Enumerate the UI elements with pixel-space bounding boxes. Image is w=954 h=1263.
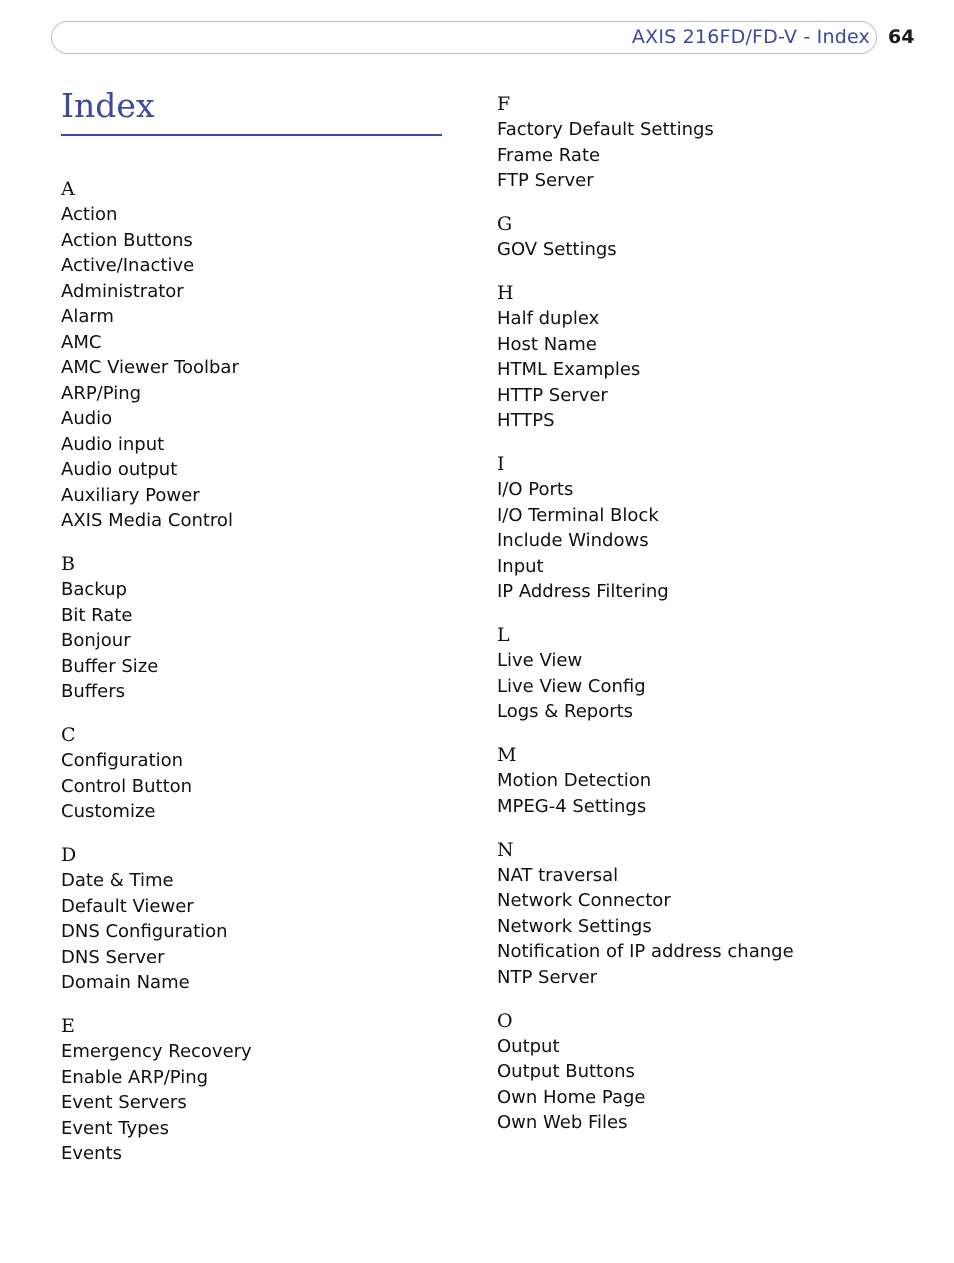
index-entry[interactable]: Input bbox=[497, 555, 544, 577]
index-entry[interactable]: FTP Server bbox=[497, 170, 594, 191]
index-section-e bbox=[61, 1014, 481, 1167]
index-column-right bbox=[497, 92, 917, 1154]
index-entry-list bbox=[61, 748, 481, 825]
index-entry[interactable]: Output bbox=[497, 1035, 560, 1057]
index-entry[interactable]: IP Address Filtering bbox=[497, 581, 669, 602]
index-entry[interactable]: Active/Inactive bbox=[61, 255, 195, 276]
index-entry[interactable]: I/O Terminal Block bbox=[497, 504, 659, 526]
index-entry[interactable]: Audio input bbox=[61, 433, 165, 455]
index-entry[interactable]: Own Home Page bbox=[497, 1086, 646, 1108]
index-entry[interactable]: AMC Viewer Toolbar bbox=[61, 357, 239, 378]
index-entry-list bbox=[61, 202, 481, 534]
page-number: 64 bbox=[888, 26, 915, 48]
index-entry[interactable]: Live View bbox=[497, 650, 583, 671]
index-entry[interactable]: Event Servers bbox=[61, 1092, 187, 1113]
index-entry[interactable]: Bonjour bbox=[61, 630, 131, 651]
index-section-a bbox=[61, 177, 481, 534]
index-entry[interactable]: Network Settings bbox=[497, 915, 652, 937]
section-letter: M bbox=[497, 744, 517, 766]
index-section-n bbox=[497, 838, 917, 991]
index-section-b bbox=[61, 552, 481, 705]
index-entry-list bbox=[61, 868, 481, 996]
index-entry-list bbox=[497, 768, 917, 819]
index-entry[interactable]: Auxiliary Power bbox=[61, 484, 200, 506]
index-entry[interactable]: Live View Config bbox=[497, 675, 646, 697]
index-section-d bbox=[61, 843, 481, 996]
index-entry[interactable]: Logs & Reports bbox=[497, 701, 634, 722]
index-entry[interactable]: Audio output bbox=[61, 459, 178, 480]
index-entry[interactable]: Events bbox=[61, 1143, 122, 1164]
index-entry[interactable]: AXIS Media Control bbox=[61, 510, 233, 531]
title-divider bbox=[61, 134, 442, 136]
index-section-o bbox=[497, 1009, 917, 1136]
index-section-h bbox=[497, 281, 917, 434]
section-letter: D bbox=[61, 844, 77, 866]
index-entry[interactable]: Configuration bbox=[61, 750, 184, 771]
index-section-i bbox=[497, 452, 917, 605]
index-entry[interactable]: HTML Examples bbox=[497, 359, 641, 380]
index-entry-list bbox=[61, 577, 481, 705]
index-entry[interactable]: Buffers bbox=[61, 681, 126, 702]
index-entry[interactable]: Action Buttons bbox=[61, 229, 193, 251]
index-entry[interactable]: HTTP Server bbox=[497, 384, 608, 406]
index-entry[interactable]: Date & Time bbox=[61, 870, 174, 891]
index-entry[interactable]: Output Buttons bbox=[497, 1061, 635, 1082]
index-entry[interactable]: Bit Rate bbox=[61, 604, 133, 626]
index-entry[interactable]: HTTPS bbox=[497, 410, 555, 431]
index-entry[interactable]: Action bbox=[61, 204, 118, 225]
index-section-c bbox=[61, 723, 481, 825]
index-entry-list bbox=[497, 1034, 917, 1136]
index-entry[interactable]: Half duplex bbox=[497, 308, 600, 329]
section-letter: E bbox=[61, 1015, 75, 1037]
index-entry-list bbox=[61, 1039, 481, 1167]
section-letter: B bbox=[61, 553, 75, 575]
index-entry[interactable]: Frame Rate bbox=[497, 144, 601, 166]
index-entry[interactable]: NAT traversal bbox=[497, 864, 619, 886]
index-entry[interactable]: DNS Server bbox=[61, 946, 165, 968]
header-title: AXIS 216FD/FD-V - Index bbox=[631, 26, 870, 48]
section-letter: C bbox=[61, 724, 76, 746]
section-letter: F bbox=[497, 93, 511, 115]
index-entry[interactable]: Network Connector bbox=[497, 890, 671, 911]
section-letter: H bbox=[497, 282, 514, 304]
index-entry[interactable]: NTP Server bbox=[497, 966, 598, 988]
index-entry[interactable]: Factory Default Settings bbox=[497, 119, 714, 140]
index-entry[interactable]: Event Types bbox=[61, 1117, 170, 1139]
index-entry[interactable]: Customize bbox=[61, 801, 156, 822]
index-entry[interactable]: Buffer Size bbox=[61, 655, 159, 677]
index-entry[interactable]: Domain Name bbox=[61, 972, 190, 993]
index-column-left bbox=[61, 177, 481, 1185]
section-letter: L bbox=[497, 624, 510, 646]
index-entry[interactable]: AMC bbox=[61, 331, 102, 353]
page-title: Index bbox=[61, 86, 155, 125]
index-section-m bbox=[497, 743, 917, 819]
index-entry[interactable]: Host Name bbox=[497, 333, 597, 355]
index-entry[interactable]: GOV Settings bbox=[497, 239, 617, 260]
index-entry[interactable]: Motion Detection bbox=[497, 770, 652, 791]
index-entry[interactable]: Administrator bbox=[61, 280, 184, 302]
index-entry[interactable]: Emergency Recovery bbox=[61, 1041, 252, 1062]
section-letter: I bbox=[497, 453, 505, 475]
section-letter: N bbox=[497, 838, 514, 861]
index-entry-list bbox=[497, 237, 917, 263]
index-entry[interactable]: Enable ARP/Ping bbox=[61, 1066, 209, 1088]
index-entry[interactable]: ARP/Ping bbox=[61, 382, 142, 404]
index-entry-list bbox=[497, 477, 917, 605]
index-entry[interactable]: Include Windows bbox=[497, 530, 649, 551]
index-entry[interactable]: Backup bbox=[61, 579, 127, 600]
index-section-g bbox=[497, 212, 917, 263]
index-entry[interactable]: DNS Configuration bbox=[61, 921, 228, 942]
index-entry[interactable]: Notification of IP address change bbox=[497, 941, 794, 962]
index-entry[interactable]: Own Web Files bbox=[497, 1112, 628, 1133]
index-section-l bbox=[497, 623, 917, 725]
index-entry-list bbox=[497, 863, 917, 991]
index-entry[interactable]: Default Viewer bbox=[61, 895, 194, 917]
section-letter: G bbox=[497, 213, 513, 235]
index-entry-list bbox=[497, 306, 917, 434]
section-letter: A bbox=[61, 178, 75, 200]
index-entry[interactable]: Control Button bbox=[61, 775, 193, 797]
index-entry[interactable]: Alarm bbox=[61, 306, 114, 327]
index-section-f bbox=[497, 92, 917, 194]
index-entry[interactable]: Audio bbox=[61, 408, 113, 429]
index-entry[interactable]: MPEG-4 Settings bbox=[497, 795, 647, 817]
index-entry-list bbox=[497, 117, 917, 194]
section-letter: O bbox=[497, 1009, 513, 1032]
index-entry[interactable]: I/O Ports bbox=[497, 479, 574, 500]
index-entry-list bbox=[497, 648, 917, 725]
